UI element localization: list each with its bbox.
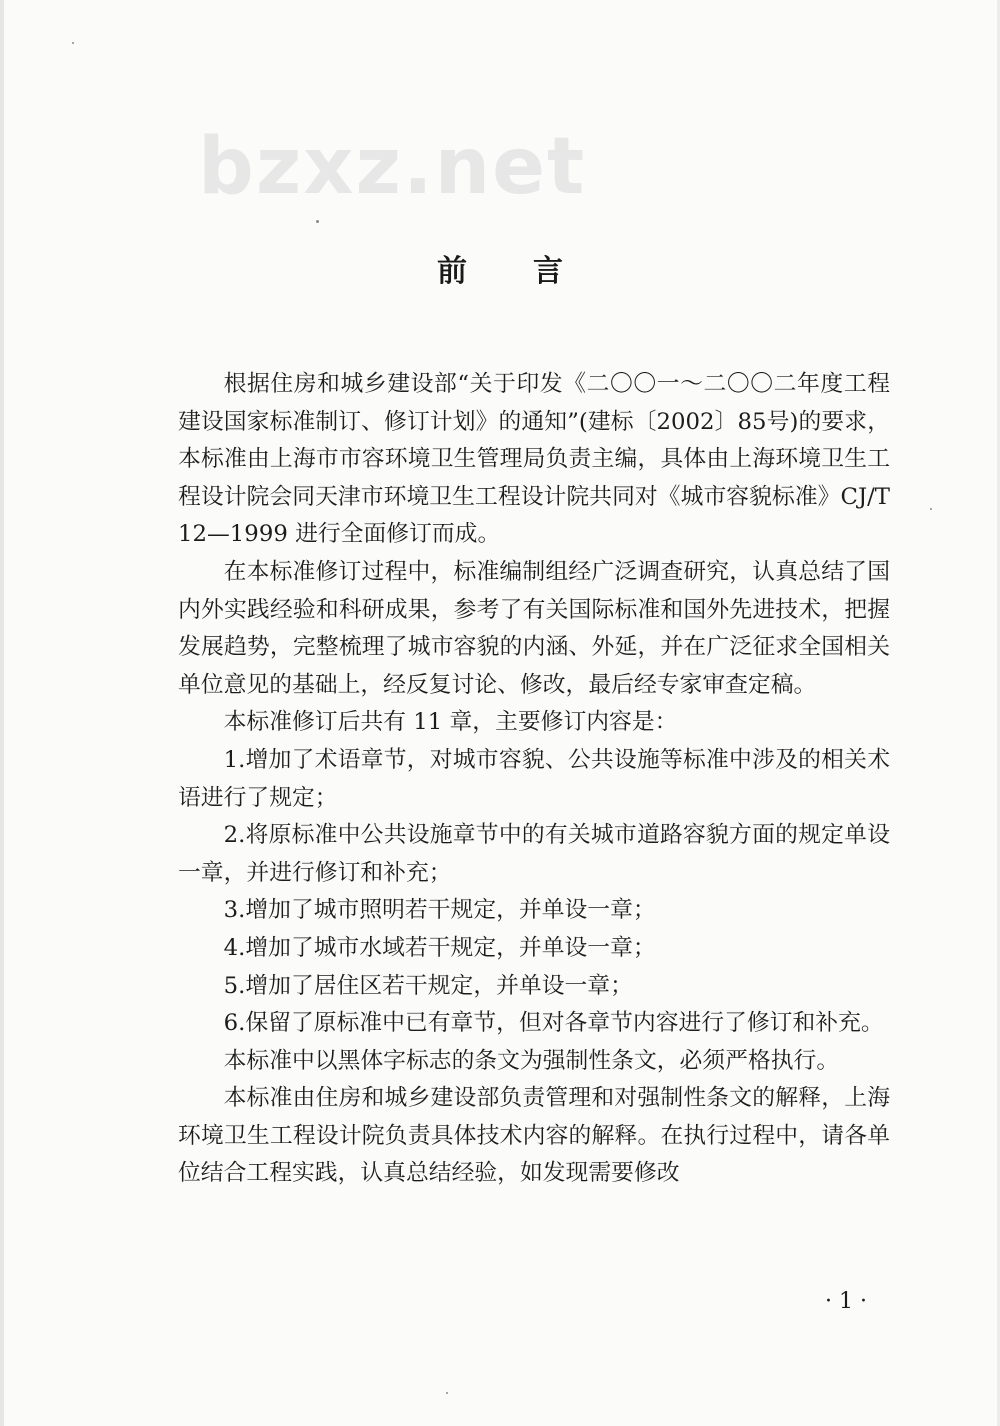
paragraph: 本标准中以黑体字标志的条文为强制性条文，必须严格执行。 bbox=[223, 1047, 840, 1074]
scan-edge-left bbox=[0, 0, 4, 1426]
list-item: 2.将原标准中公共设施章节中的有关城市道路容貌方面的规定单设一章，并进行修订和补充； bbox=[178, 822, 890, 886]
scan-speck bbox=[930, 508, 932, 510]
list-item: 5.增加了居住区若干规定，并单设一章； bbox=[223, 972, 633, 999]
page-title: 前言 bbox=[437, 254, 629, 289]
paragraph: 在本标准修订过程中，标准编制组经广泛调查研究，认真总结了国内外实践经验和科研成果，参考了有关国际标准和国外先进技术，把握发展趋势，完整梳理了城市容貌的内涵、外延，并在广泛征求全国相关单位意见的基础上，经反复讨论、修改，最后经专家审查定稿。 bbox=[178, 558, 890, 698]
list-item: 1.增加了术语章节，对城市容貌、公共设施等标准中涉及的相关术语进行了规定； bbox=[178, 746, 890, 811]
list-item: 6.保留了原标准中已有章节，但对各章节内容进行了修订和补充。 bbox=[223, 1010, 884, 1037]
paragraph: 本标准修订后共有 11 章，主要修订内容是： bbox=[223, 709, 678, 736]
scan-speck bbox=[72, 42, 74, 44]
list-item: 3.增加了城市照明若干规定，并单设一章； bbox=[223, 897, 656, 924]
scan-speck bbox=[316, 220, 319, 223]
body-text bbox=[178, 366, 890, 1193]
page-number: · 1 · bbox=[825, 1289, 867, 1314]
list-item: 4.增加了城市水域若干规定，并单设一章； bbox=[223, 934, 656, 961]
scan-speck bbox=[446, 1392, 448, 1394]
paragraph: 本标准由住房和城乡建设部负责管理和对强制性条文的解释，上海环境卫生工程设计院负责具体技术内容的解释。在执行过程中，请各单位结合工程实践，认真总结经验，如发现需要修改 bbox=[178, 1085, 890, 1187]
paragraph: 根据住房和城乡建设部“关于印发《二〇〇一～二〇〇二年度工程建设国家标准制订、修订计划》的通知”(建标〔2002〕85号)的要求，本标准由上海市市容环境卫生管理局负责主编，具体由上海环境卫生工程设计院会同天津市环境卫生工程设计院共同对《城市容貌标准》CJ/T 12—1999 进行全面修订而成。 bbox=[178, 371, 890, 548]
watermark: bzxz.net bbox=[198, 122, 587, 212]
